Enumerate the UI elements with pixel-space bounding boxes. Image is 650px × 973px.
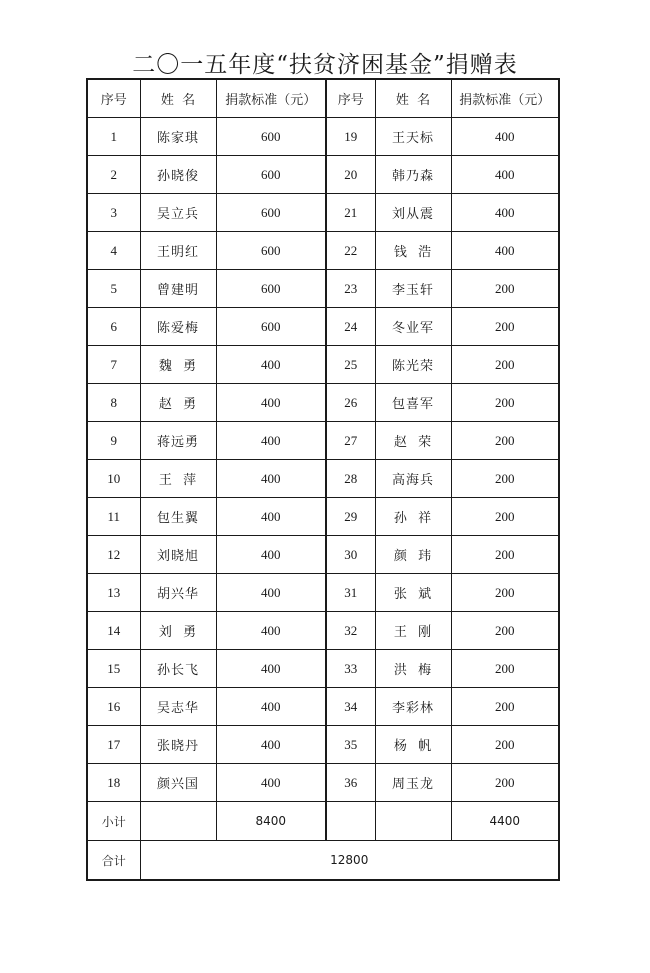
row-seq-right: 31: [326, 574, 375, 612]
row-name-right: 刘从震: [375, 194, 451, 232]
row-name-right: 颜 玮: [375, 536, 451, 574]
row-seq-left: 13: [87, 574, 140, 612]
row-seq-right: 29: [326, 498, 375, 536]
table-row: [87, 194, 559, 232]
table-row: [87, 346, 559, 384]
table-row: [87, 574, 559, 612]
row-name-right: 杨 帆: [375, 726, 451, 764]
row-name-left: 吴志华: [140, 688, 216, 726]
row-amount-right: 200: [451, 498, 559, 536]
row-name-right: 孙 祥: [375, 498, 451, 536]
row-seq-left: 17: [87, 726, 140, 764]
row-name-left: 孙长飞: [140, 650, 216, 688]
header-name-left: 姓 名: [140, 79, 216, 118]
row-amount-left: 400: [216, 726, 326, 764]
row-amount-left: 600: [216, 194, 326, 232]
table-row: [87, 726, 559, 764]
row-name-right: 王天标: [375, 118, 451, 156]
header-seq-right: 序号: [326, 79, 375, 118]
row-name-right: 王 刚: [375, 612, 451, 650]
row-amount-right: 200: [451, 308, 559, 346]
row-seq-left: 15: [87, 650, 140, 688]
total-amount: 12800: [140, 841, 559, 881]
row-amount-left: 400: [216, 536, 326, 574]
row-seq-right: 34: [326, 688, 375, 726]
row-amount-right: 400: [451, 156, 559, 194]
row-name-left: 赵 勇: [140, 384, 216, 422]
subtotal-empty-name-right: [375, 802, 451, 841]
subtotal-right-amount: 4400: [451, 802, 559, 841]
row-amount-right: 200: [451, 422, 559, 460]
table-row: [87, 650, 559, 688]
row-amount-right: 200: [451, 346, 559, 384]
row-name-right: 周玉龙: [375, 764, 451, 802]
row-amount-left: 400: [216, 422, 326, 460]
header-amount-right: 捐款标准（元）: [451, 79, 559, 118]
row-seq-left: 10: [87, 460, 140, 498]
row-amount-left: 600: [216, 232, 326, 270]
table-row: [87, 688, 559, 726]
row-amount-left: 400: [216, 384, 326, 422]
row-seq-left: 2: [87, 156, 140, 194]
table-row: [87, 498, 559, 536]
row-seq-right: 24: [326, 308, 375, 346]
table-row: [87, 384, 559, 422]
row-seq-right: 19: [326, 118, 375, 156]
table-row: [87, 764, 559, 802]
row-name-left: 刘 勇: [140, 612, 216, 650]
row-amount-right: 200: [451, 612, 559, 650]
row-name-left: 陈家琪: [140, 118, 216, 156]
row-seq-right: 32: [326, 612, 375, 650]
row-seq-left: 12: [87, 536, 140, 574]
row-seq-right: 21: [326, 194, 375, 232]
row-seq-right: 20: [326, 156, 375, 194]
document-title: 二〇一五年度“扶贫济困基金”捐赠表: [132, 52, 518, 78]
row-amount-right: 400: [451, 232, 559, 270]
header-seq-left: 序号: [87, 79, 140, 118]
table-row: [87, 460, 559, 498]
header-amount-left: 捐款标准（元）: [216, 79, 326, 118]
table-row: [87, 232, 559, 270]
row-name-right: 赵 荣: [375, 422, 451, 460]
row-seq-right: 33: [326, 650, 375, 688]
subtotal-empty-seq-right: [326, 802, 375, 841]
row-amount-right: 200: [451, 574, 559, 612]
row-amount-right: 200: [451, 688, 559, 726]
subtotal-label: 小计: [87, 802, 140, 841]
row-amount-right: 200: [451, 650, 559, 688]
row-seq-right: 35: [326, 726, 375, 764]
donation-table: [86, 78, 560, 881]
row-seq-left: 16: [87, 688, 140, 726]
table-row: [87, 156, 559, 194]
row-amount-left: 400: [216, 498, 326, 536]
row-name-right: 陈光荣: [375, 346, 451, 384]
row-amount-right: 400: [451, 194, 559, 232]
row-name-right: 张 斌: [375, 574, 451, 612]
row-name-left: 陈爱梅: [140, 308, 216, 346]
row-amount-right: 200: [451, 726, 559, 764]
row-seq-left: 11: [87, 498, 140, 536]
row-seq-right: 23: [326, 270, 375, 308]
table-row: [87, 308, 559, 346]
row-seq-left: 9: [87, 422, 140, 460]
row-amount-left: 600: [216, 118, 326, 156]
row-name-right: 冬业军: [375, 308, 451, 346]
subtotal-empty-left: [140, 802, 216, 841]
row-name-left: 魏 勇: [140, 346, 216, 384]
row-name-left: 吴立兵: [140, 194, 216, 232]
row-amount-left: 400: [216, 688, 326, 726]
row-amount-right: 200: [451, 764, 559, 802]
row-name-left: 王明红: [140, 232, 216, 270]
row-name-left: 王 萍: [140, 460, 216, 498]
total-row: [87, 841, 559, 881]
table-row: [87, 612, 559, 650]
row-amount-left: 400: [216, 612, 326, 650]
row-seq-left: 7: [87, 346, 140, 384]
row-amount-right: 200: [451, 384, 559, 422]
table-row: [87, 422, 559, 460]
row-name-right: 包喜军: [375, 384, 451, 422]
row-amount-left: 400: [216, 764, 326, 802]
row-name-left: 张晓丹: [140, 726, 216, 764]
row-name-right: 李彩林: [375, 688, 451, 726]
row-name-left: 胡兴华: [140, 574, 216, 612]
row-amount-right: 200: [451, 270, 559, 308]
row-amount-right: 200: [451, 460, 559, 498]
total-label: 合计: [87, 841, 140, 881]
row-name-left: 颜兴国: [140, 764, 216, 802]
header-name-right: 姓 名: [375, 79, 451, 118]
row-seq-right: 36: [326, 764, 375, 802]
row-seq-left: 18: [87, 764, 140, 802]
row-amount-left: 400: [216, 574, 326, 612]
row-seq-right: 22: [326, 232, 375, 270]
row-seq-left: 3: [87, 194, 140, 232]
row-amount-right: 200: [451, 536, 559, 574]
row-seq-left: 6: [87, 308, 140, 346]
row-name-right: 李玉轩: [375, 270, 451, 308]
table-row: [87, 536, 559, 574]
row-amount-left: 600: [216, 270, 326, 308]
row-name-right: 钱 浩: [375, 232, 451, 270]
row-name-left: 包生翼: [140, 498, 216, 536]
table-body: [87, 118, 559, 802]
row-seq-left: 8: [87, 384, 140, 422]
row-amount-right: 400: [451, 118, 559, 156]
row-amount-left: 400: [216, 460, 326, 498]
row-name-left: 曾建明: [140, 270, 216, 308]
row-seq-right: 26: [326, 384, 375, 422]
row-name-right: 高海兵: [375, 460, 451, 498]
row-seq-right: 30: [326, 536, 375, 574]
row-amount-left: 400: [216, 346, 326, 384]
row-name-left: 蒋远勇: [140, 422, 216, 460]
table-row: [87, 270, 559, 308]
row-amount-left: 600: [216, 156, 326, 194]
row-name-right: 洪 梅: [375, 650, 451, 688]
table-header-row: [87, 79, 559, 118]
row-seq-right: 28: [326, 460, 375, 498]
row-seq-left: 14: [87, 612, 140, 650]
subtotal-row: [87, 802, 559, 841]
row-name-left: 孙晓俊: [140, 156, 216, 194]
row-seq-left: 4: [87, 232, 140, 270]
subtotal-left-amount: 8400: [216, 802, 326, 841]
row-amount-left: 600: [216, 308, 326, 346]
row-seq-right: 27: [326, 422, 375, 460]
row-amount-left: 400: [216, 650, 326, 688]
row-seq-right: 25: [326, 346, 375, 384]
table-row: [87, 118, 559, 156]
row-seq-left: 1: [87, 118, 140, 156]
row-name-right: 韩乃森: [375, 156, 451, 194]
row-name-left: 刘晓旭: [140, 536, 216, 574]
row-seq-left: 5: [87, 270, 140, 308]
